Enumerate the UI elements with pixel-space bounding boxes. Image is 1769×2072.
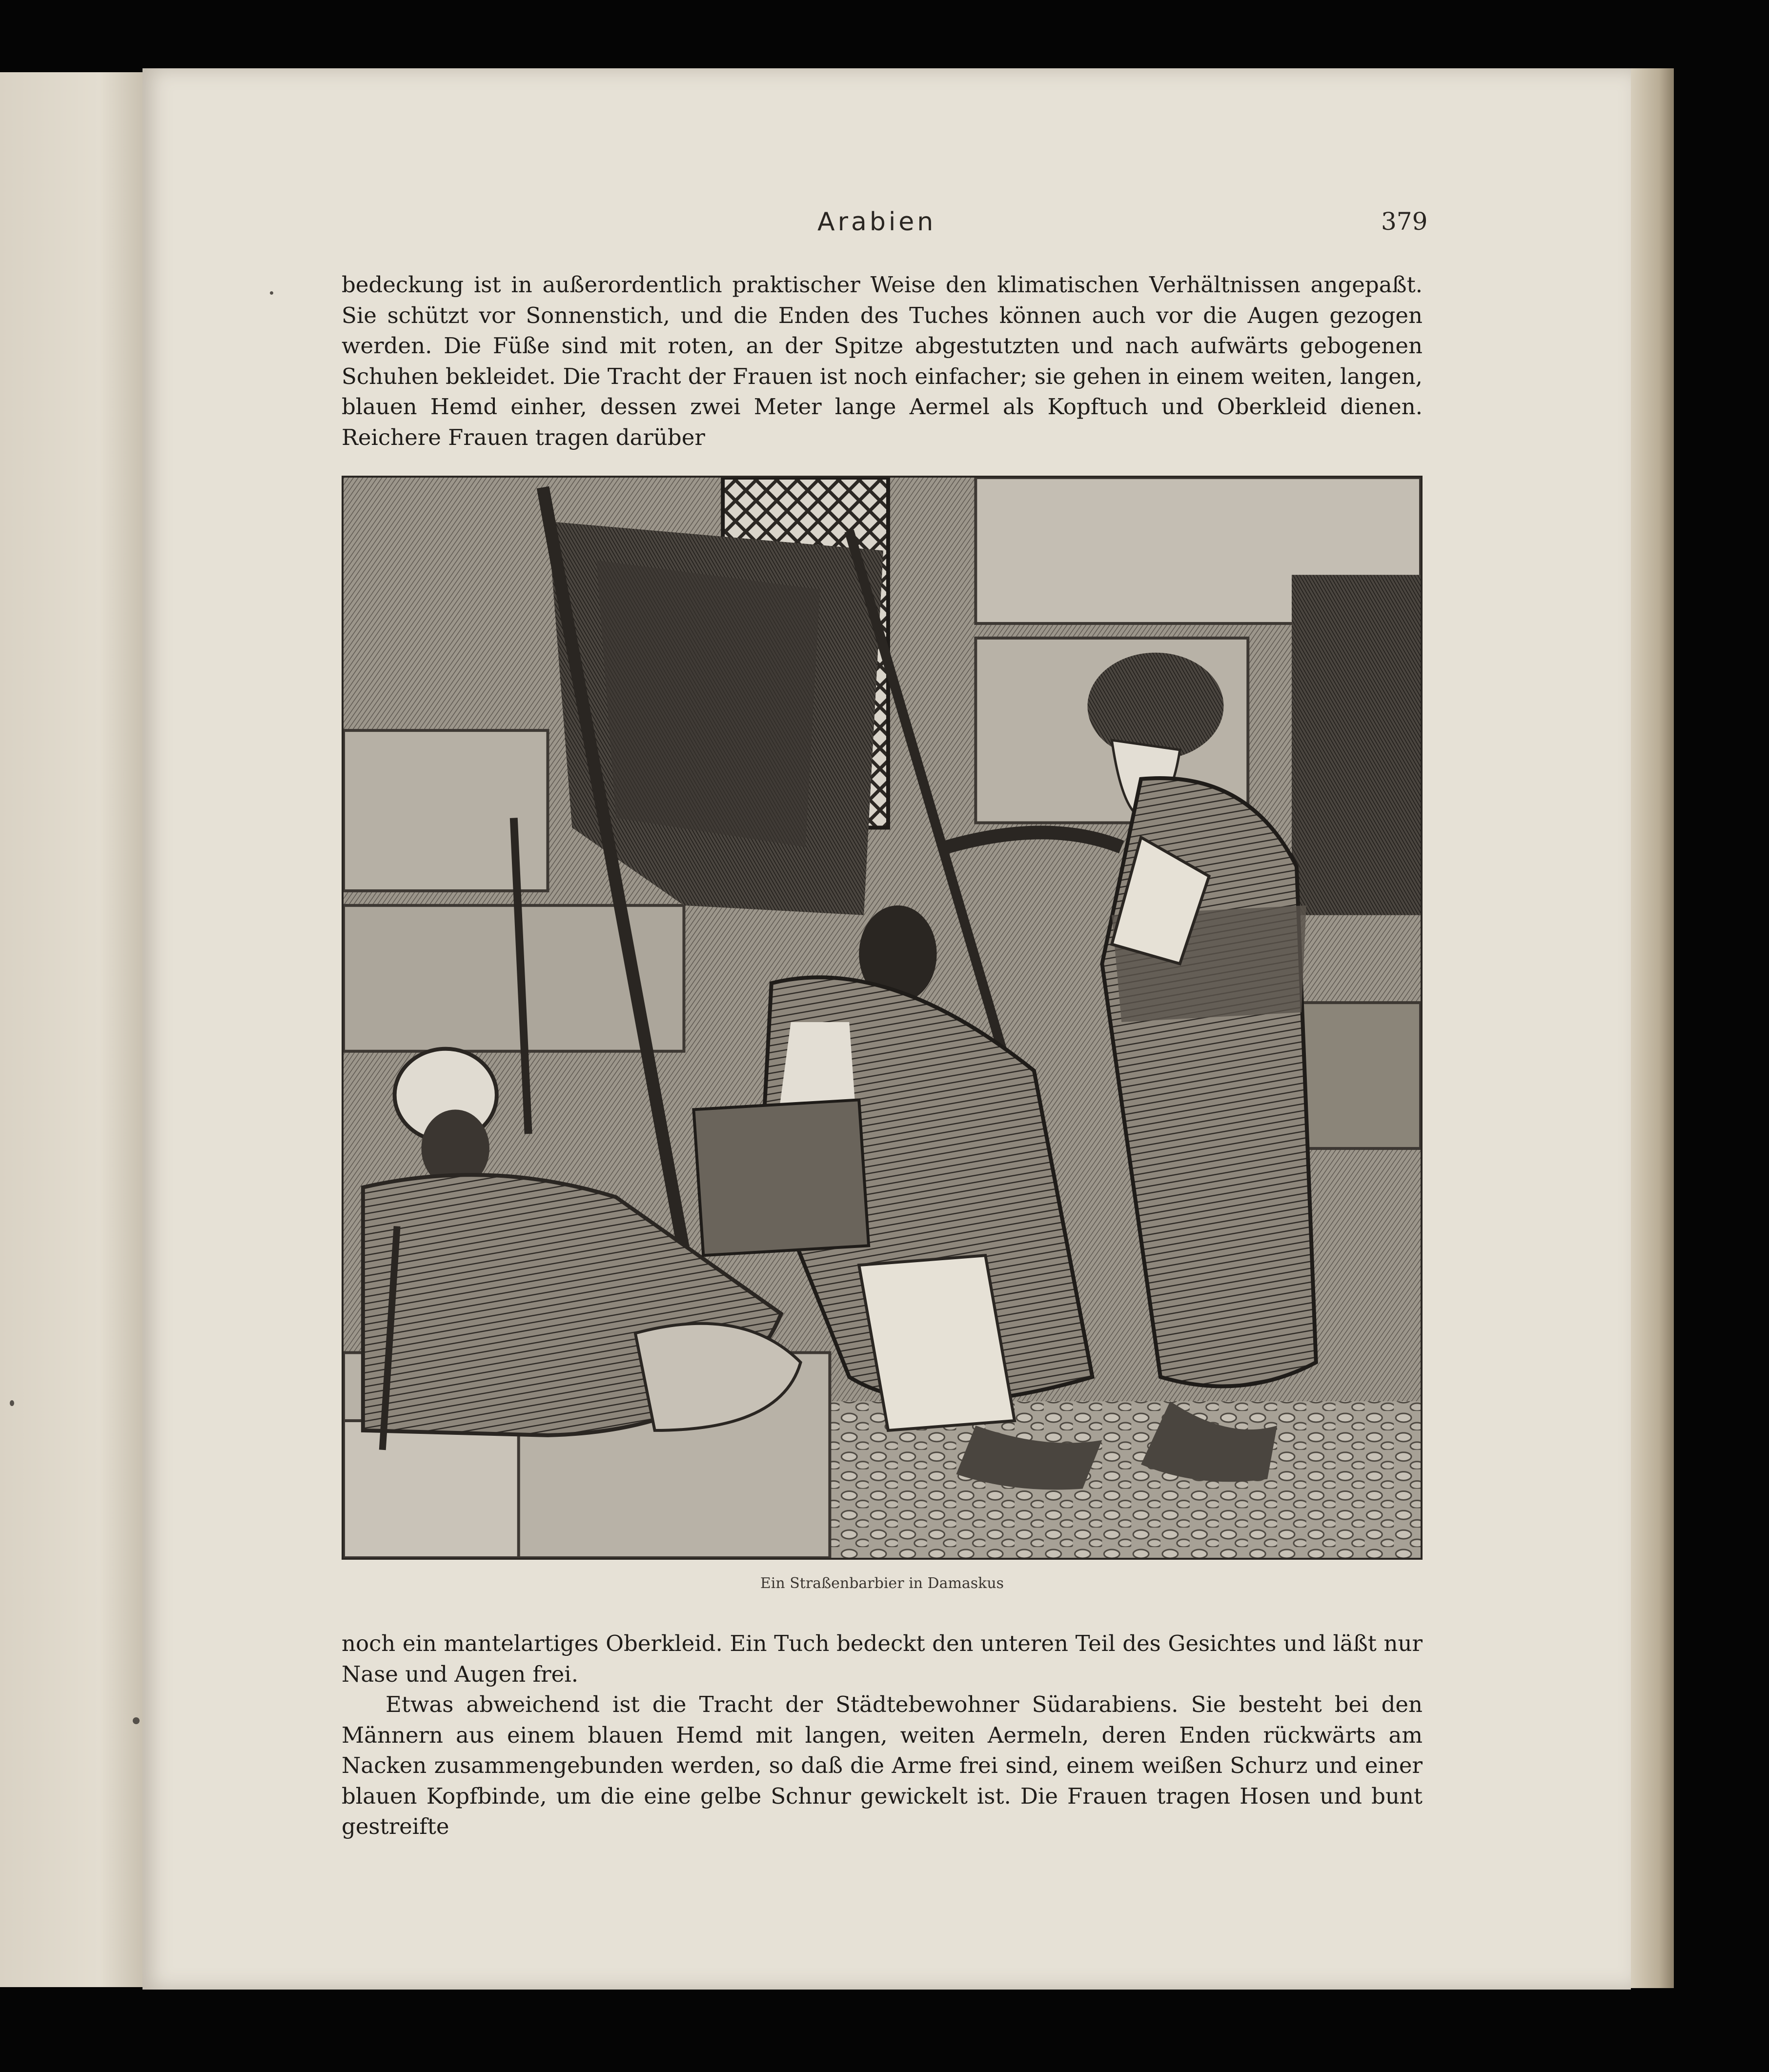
page-number: 379	[1381, 207, 1428, 236]
engraving-illustration	[342, 476, 1423, 1560]
paragraph-south-arabia: Etwas abweichend ist die Tracht der Städtebewohner Südarabiens. Sie besteht bei den Männern aus einem blauen Hemd mit langen, weiten Aermeln, deren Enden rückwärts am Nacken zusammengebunden werden, so daß die Arme frei sind, einem weißen Schurz und einer blauen Kopfbinde, um die eine gelbe Schnur gewickelt ist. Die Frauen tragen Hosen und bunt gestreifte	[342, 1691, 1423, 1839]
margin-speck	[133, 1717, 140, 1724]
margin-speck	[270, 291, 273, 295]
running-head: Arabien	[817, 207, 936, 237]
top-paragraph: bedeckung ist in außerordentlich praktischer Weise den klimatischen Verhältnissen angepaßt. Sie schützt vor Sonnenstich, und die Enden des Tuches können auch vor die Augen gezogen werden. Die Füße sind mit roten, an der Spitze abgestutzten und nach aufwärts gebogenen Schuhen bekleidet. Die Tracht der Frauen ist noch einfacher; sie gehen in einem weiten, langen, blauen Hemd einher, dessen zwei Meter lange Aermel als Kopftuch und Oberkleid dienen. Reichere Frauen tragen darüber	[342, 272, 1423, 450]
street-barber-engraving	[344, 478, 1421, 1558]
figure-caption: Ein Straßenbarbier in Damaskus	[760, 1575, 1004, 1592]
paragraph-continuation: noch ein mantelartiges Oberkleid. Ein Tuch bedeckt den unteren Teil des Gesichtes und läßt nur Nase und Augen frei.	[342, 1630, 1423, 1687]
margin-speck	[10, 1400, 14, 1406]
bottom-text	[342, 1629, 1423, 1842]
facing-page	[0, 72, 142, 1987]
